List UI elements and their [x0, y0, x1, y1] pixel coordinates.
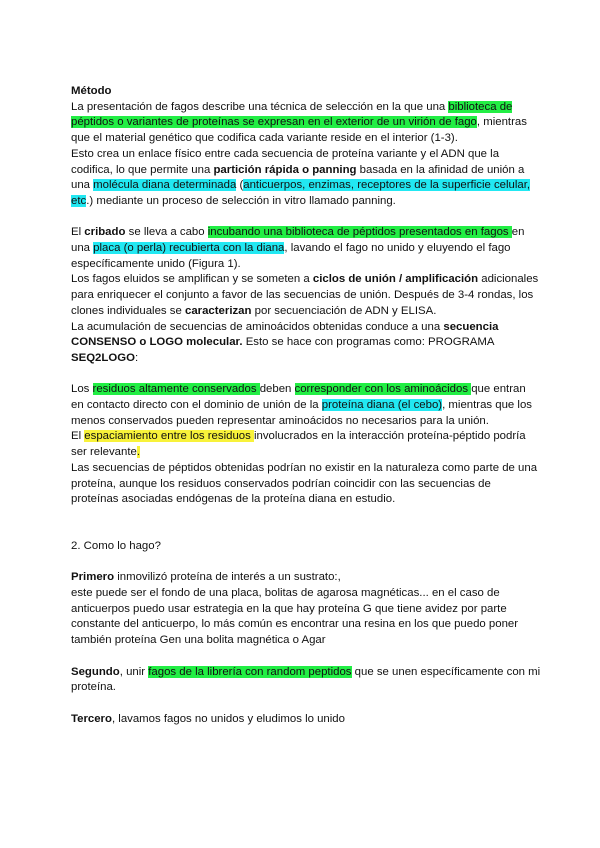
bold-text: Segundo: [71, 665, 120, 678]
step-third: [71, 712, 541, 728]
paragraph-consensus: [71, 320, 541, 367]
method-heading: Método: [71, 85, 112, 97]
bold-text: cribado: [84, 226, 126, 239]
spacer: [71, 696, 541, 712]
text-run: involucrados en la interacción proteína-péptido podría ser relevante: [71, 430, 526, 459]
spacer: [71, 210, 541, 226]
text-run: El: [71, 430, 85, 443]
text-run: en una: [71, 226, 525, 255]
text-run: , lavamos fagos no unidos y eludimos lo unido: [111, 712, 345, 725]
spacer: [71, 508, 541, 539]
text-run: , mientras que los menos conservados pueden representar aminoácidos no necesarios para la unión.: [71, 399, 532, 427]
bold-text: ciclos de unión / amplificación: [312, 273, 479, 286]
document-page: [71, 84, 541, 727]
text-run: , lavando el fago no unido y eluyendo el fago específicamente unido (Figura 1).: [71, 242, 511, 270]
paragraph-conserved-residues: [71, 382, 541, 429]
yellow-highlight: .: [136, 446, 141, 459]
step-first: [71, 570, 541, 586]
green-highlight: fagos de la librería con random peptidos: [148, 665, 352, 678]
text-run: :: [134, 351, 139, 364]
text-run: Los fagos eluidos se amplifican y se someten a: [71, 273, 313, 286]
cyan-highlight: proteína diana (el cebo): [321, 399, 443, 412]
text-run: La acumulación de secuencias de aminoácidos obtenidas conduce a una: [71, 320, 444, 333]
text-run: este puede ser el fondo de una placa, bolitas de agarosa magnéticas... en el caso de anticuerpos puedo usar estrategia en la que hay proteína G que tiene avidez por parte constante del anticuerpo, lo más común es encontrar una resina en los que puedo poner también proteína Gen una bolita magnética o Agar: [71, 587, 519, 647]
text-run: , unir: [119, 665, 149, 678]
text-run: basada en la afinidad de unión a una: [71, 163, 525, 192]
text-run: La presentación de fagos describe una técnica de selección en la que una: [71, 100, 449, 113]
text-run: .) mediante un proceso de selección in vitro llamado panning.: [86, 194, 396, 207]
paragraph-screening: [71, 225, 541, 272]
cyan-highlight: placa (o perla) recubierta con la diana: [93, 242, 285, 255]
paragraph-substrate: [71, 586, 541, 649]
bold-text: Primero: [71, 571, 115, 584]
text-run: Las secuencias de péptidos obtenidas podrían no existir en la naturaleza como parte de una proteína, aunque los residuos conservados podrían coincidir con las secuencias de proteínas asociadas endógenas de la proteína diana en estudio.: [71, 461, 538, 506]
spacer: [71, 367, 541, 383]
bold-text: Tercero: [71, 712, 112, 725]
text-run: (: [236, 179, 244, 192]
paragraph-phage-display: [71, 100, 541, 147]
bold-text: SEQ2LOGO: [71, 351, 135, 364]
green-highlight: incubando una biblioteca de péptidos presentados en fagos: [207, 226, 512, 239]
paragraph-spacing: [71, 429, 541, 460]
text-run: se lleva a cabo: [125, 226, 208, 239]
text-run: inmovilizó proteína de interés a un sustrato:,: [114, 571, 341, 584]
green-highlight: corresponder con los aminoácidos: [294, 383, 472, 396]
bold-text: partición rápida o panning: [213, 163, 357, 176]
cyan-highlight: anticuerpos, enzimas, receptores de la superficie celular, etc: [71, 179, 531, 207]
text-run: adicionales para enriquecer el conjunto a favor de las secuencias de unión. Después de 3-4 rondas, los clones individuales se: [71, 273, 539, 317]
cyan-highlight: molécula diana determinada: [93, 179, 237, 192]
text-run: Esto se hace con programas como: PROGRAMA: [242, 336, 494, 349]
paragraph-natural-sequences: [71, 461, 541, 508]
text-run: que entran en contacto directo con el dominio de unión de la: [71, 383, 526, 412]
bold-text: secuencia CONSENSO o LOGO molecular.: [71, 320, 499, 349]
text-run: , mientras que el material genético que codifica cada variante reside en el interior (1-3).: [71, 116, 527, 145]
bold-text: caracterizan: [184, 304, 252, 317]
green-highlight: biblioteca de péptidos o variantes de proteínas se expresan en el exterior de un virión de fago: [71, 100, 513, 129]
spacer: [71, 649, 541, 665]
text-run: Los: [71, 383, 93, 396]
section-heading-how: 2. Como lo hago?: [71, 539, 161, 552]
paragraph-amplification: [71, 272, 541, 319]
green-highlight: residuos altamente conservados: [92, 383, 260, 396]
text-run: Esto crea un enlace físico entre cada secuencia de proteína variante y el ADN que la codifica, lo que permite una: [71, 147, 500, 176]
text-run: deben: [259, 383, 295, 396]
text-run: El: [71, 226, 85, 239]
paragraph-physical-link: [71, 147, 541, 210]
step-second: [71, 665, 541, 696]
spacer: [71, 555, 541, 571]
text-run: por secuenciación de ADN y ELISA.: [251, 304, 437, 317]
text-run: que se unen específicamente con mi proteína.: [71, 665, 541, 694]
yellow-highlight: espaciamiento entre los residuos: [84, 430, 254, 443]
